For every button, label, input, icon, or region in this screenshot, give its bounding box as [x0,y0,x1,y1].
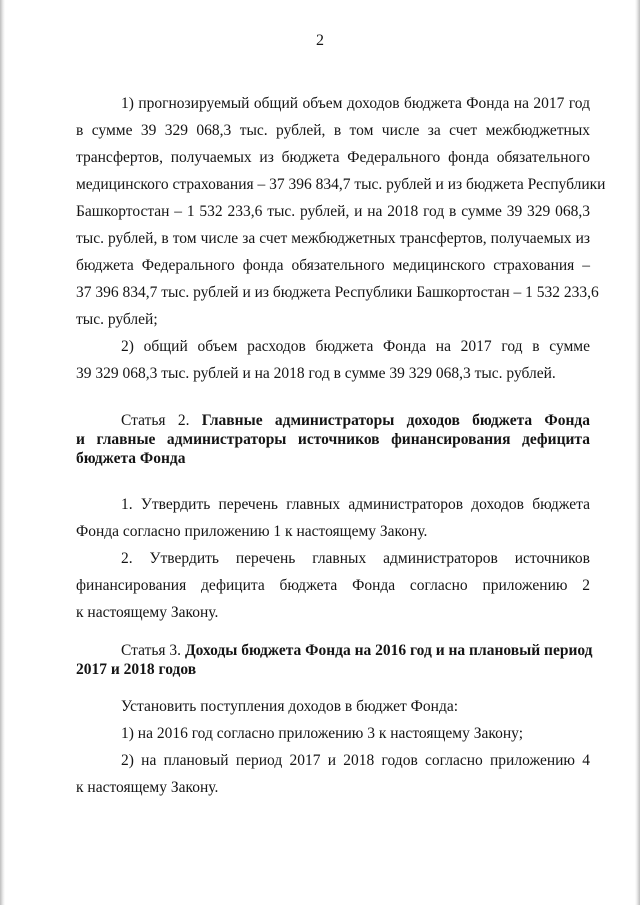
heading-line [76,660,590,679]
text-line: 39 329 068,3 тыс. рублей и на 2018 год в сумме 39 329 068,3 тыс. рублей. [76,365,556,382]
article-title: бюджета Фонда [76,450,186,467]
heading-line [121,411,590,430]
text-line: 1) прогнозируемый общий объем доходов бюджета Фонда на 2017 год [121,95,590,112]
heading-line [76,430,590,449]
text-line: бюджета Федерального фонда обязательного медицинского страхования – [76,257,590,274]
text-line: Башкортостан – 1 532 233,6 тыс. рублей, и на 2018 год в сумме 39 329 068,3 [76,203,590,220]
text-line: 1. Утвердить перечень главных администраторов доходов бюджета [121,496,590,513]
text-line: к настоящему Закону. [76,604,219,621]
article-title: Доходы бюджета Фонда на 2016 год и на плановый период [184,642,593,659]
article-prefix: Статья 2. [121,412,190,429]
text-line: 2) общий объем расходов бюджета Фонда на 2017 год в сумме [121,338,590,355]
article-prefix: Статья 3. [121,642,182,659]
article-title: Главные администраторы доходов бюджета Фонда [201,412,590,429]
text-line: медицинского страхования – 37 396 834,7 тыс. рублей и из бюджета Республики [76,176,606,193]
text-line: тыс. рублей; [76,311,158,328]
text-line: трансфертов, получаемых из бюджета Федерального фонда обязательного [76,149,590,166]
text-line: 2. Утвердить перечень главных администраторов источников [121,550,590,567]
article-title: и главные администраторы источников финансирования дефицита [76,431,590,448]
text-line: 2) на плановый период 2017 и 2018 годов согласно приложению 4 [121,752,590,769]
text-line: в сумме 39 329 068,3 тыс. рублей, в том числе за счет межбюджетных [76,122,590,139]
article3-intro: Установить поступления доходов в бюджет Фонда: [121,698,459,715]
text-line: к настоящему Закону. [76,779,219,796]
article-title: 2017 и 2018 годов [76,661,197,678]
heading-line [121,641,593,660]
page-number: 2 [316,32,324,49]
text-line: тыс. рублей, в том числе за счет межбюджетных трансфертов, получаемых из [76,230,590,247]
text-line: финансирования дефицита бюджета Фонда согласно приложению 2 [76,577,590,594]
text-line: 37 396 834,7 тыс. рублей и из бюджета Республики Башкортостан – 1 532 233,6 [76,284,599,301]
article3-item1: 1) на 2016 год согласно приложению 3 к настоящему Закону; [121,725,524,742]
text-line: Фонда согласно приложению 1 к настоящему Закону. [76,523,428,540]
heading-line [76,449,590,468]
